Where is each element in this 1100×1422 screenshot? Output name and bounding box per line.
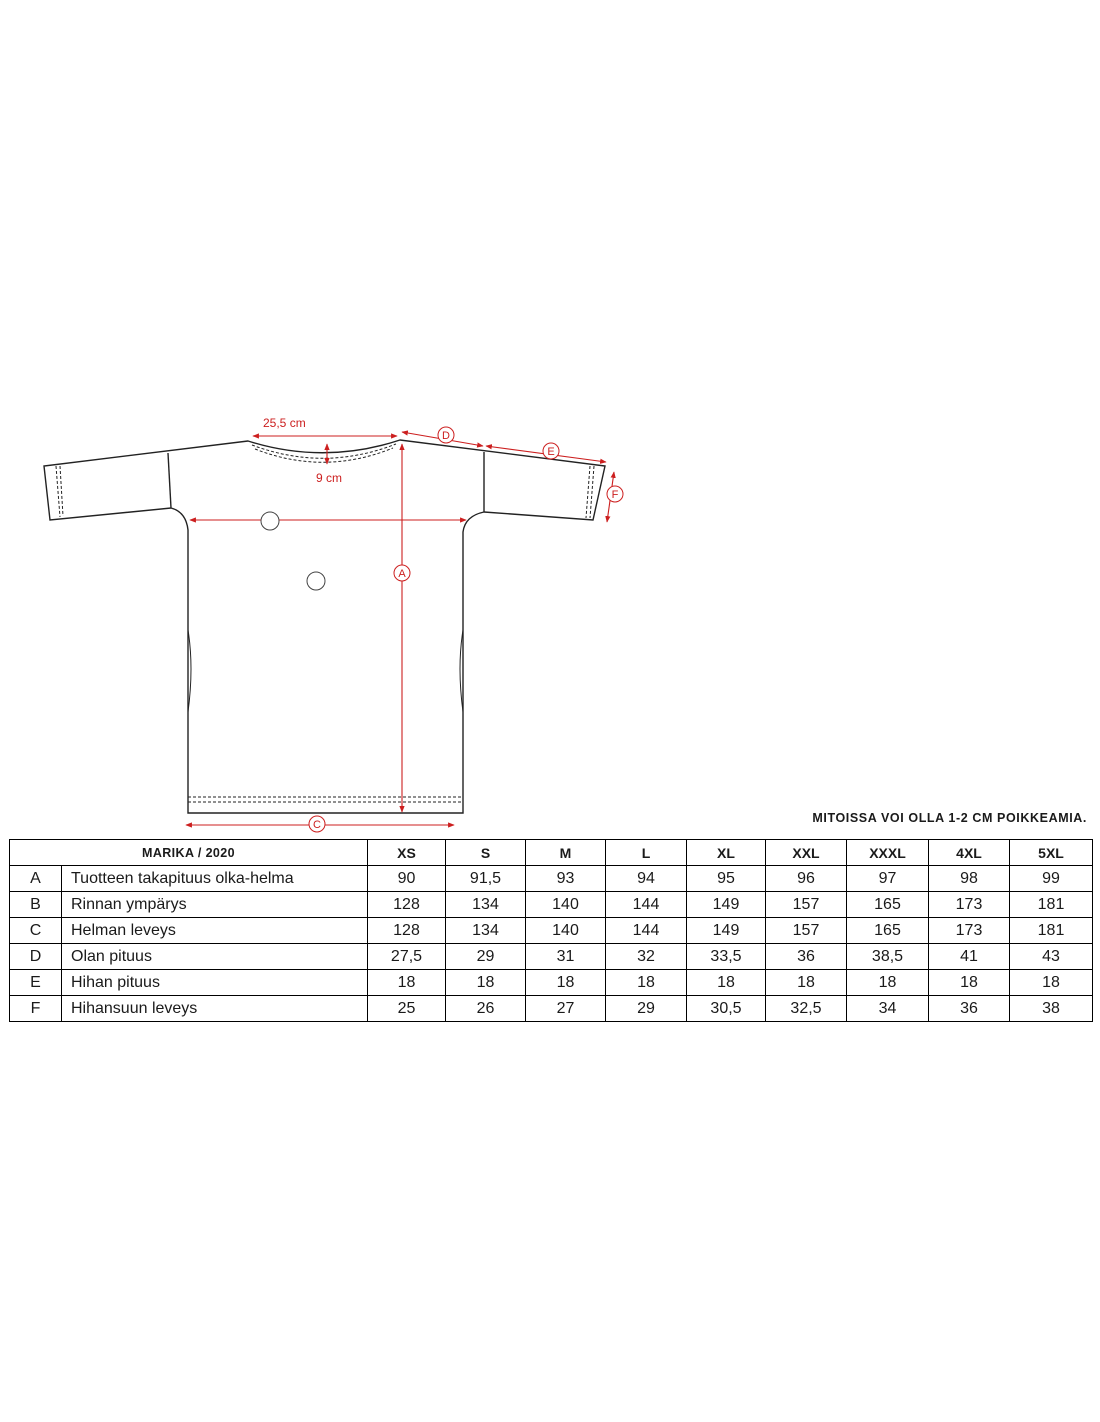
table-row [10,996,1093,1022]
table-cell: 36 [929,996,1010,1022]
table-cell: 134 [446,918,526,944]
table-cell: 165 [847,918,929,944]
table-cell: 96 [766,866,847,892]
chest-marker-circle [261,512,279,530]
table-cell: 149 [687,892,766,918]
size-header: XXXL [847,840,929,866]
measurement-lines [186,432,614,825]
table-row [10,970,1093,996]
row-code: D [10,944,62,970]
body-marker-circle [307,572,325,590]
table-cell: 128 [368,918,446,944]
table-cell: 18 [368,970,446,996]
table-row [10,892,1093,918]
letter-a: A [398,568,406,580]
table-row [10,918,1093,944]
table-cell: 140 [526,918,606,944]
table-cell: 93 [526,866,606,892]
table-cell: 94 [606,866,687,892]
table-cell: 181 [1010,918,1093,944]
table-cell: 97 [847,866,929,892]
letter-e: E [547,446,555,458]
size-header: XXL [766,840,847,866]
garment-diagram [0,400,640,840]
table-cell: 173 [929,918,1010,944]
table-cell: 91,5 [446,866,526,892]
table-header-row [10,840,1093,866]
row-code: E [10,970,62,996]
table-cell: 36 [766,944,847,970]
table-cell: 18 [446,970,526,996]
table-cell: 32,5 [766,996,847,1022]
letter-d: D [442,430,450,442]
table-cell: 29 [606,996,687,1022]
table-cell: 43 [1010,944,1093,970]
table-cell: 173 [929,892,1010,918]
row-label: Rinnan ympärys [62,892,368,918]
size-header: 4XL [929,840,1010,866]
garment-outline [44,440,605,813]
table-cell: 144 [606,918,687,944]
size-header: L [606,840,687,866]
table-cell: 99 [1010,866,1093,892]
table-cell: 41 [929,944,1010,970]
table-cell: 27,5 [368,944,446,970]
table-cell: 38,5 [847,944,929,970]
size-header: 5XL [1010,840,1093,866]
table-cell: 38 [1010,996,1093,1022]
row-label: Helman leveys [62,918,368,944]
row-code: B [10,892,62,918]
table-cell: 98 [929,866,1010,892]
table-cell: 27 [526,996,606,1022]
size-header: S [446,840,526,866]
table-cell: 31 [526,944,606,970]
row-label: Hihansuun leveys [62,996,368,1022]
table-cell: 25 [368,996,446,1022]
table-cell: 18 [847,970,929,996]
table-cell: 18 [766,970,847,996]
table-cell: 18 [606,970,687,996]
row-code: C [10,918,62,944]
table-cell: 128 [368,892,446,918]
tolerance-note: MITOISSA VOI OLLA 1-2 CM POIKKEAMIA. [812,811,1087,825]
table-cell: 18 [1010,970,1093,996]
size-header: XS [368,840,446,866]
table-row [10,866,1093,892]
table-row [10,944,1093,970]
table-cell: 165 [847,892,929,918]
neck-depth-label: 9 cm [316,471,343,485]
table-cell: 18 [687,970,766,996]
size-table [9,839,1093,1022]
size-header: M [526,840,606,866]
row-label: Tuotteen takapituus olka-helma [62,866,368,892]
table-cell: 18 [526,970,606,996]
table-cell: 157 [766,918,847,944]
table-cell: 149 [687,918,766,944]
table-cell: 34 [847,996,929,1022]
row-code: A [10,866,62,892]
table-cell: 90 [368,866,446,892]
table-cell: 32 [606,944,687,970]
letter-f: F [611,489,619,501]
letter-markers [261,427,623,832]
neck-width-label: 25,5 cm [263,416,306,430]
letter-c: C [313,819,321,831]
table-cell: 33,5 [687,944,766,970]
table-cell: 144 [606,892,687,918]
table-title: MARIKA / 2020 [10,840,368,866]
row-code: F [10,996,62,1022]
table-cell: 29 [446,944,526,970]
table-cell: 18 [929,970,1010,996]
size-header: XL [687,840,766,866]
table-cell: 140 [526,892,606,918]
table-cell: 181 [1010,892,1093,918]
table-cell: 134 [446,892,526,918]
table-cell: 26 [446,996,526,1022]
table-cell: 30,5 [687,996,766,1022]
row-label: Olan pituus [62,944,368,970]
row-label: Hihan pituus [62,970,368,996]
table-cell: 95 [687,866,766,892]
table-cell: 157 [766,892,847,918]
